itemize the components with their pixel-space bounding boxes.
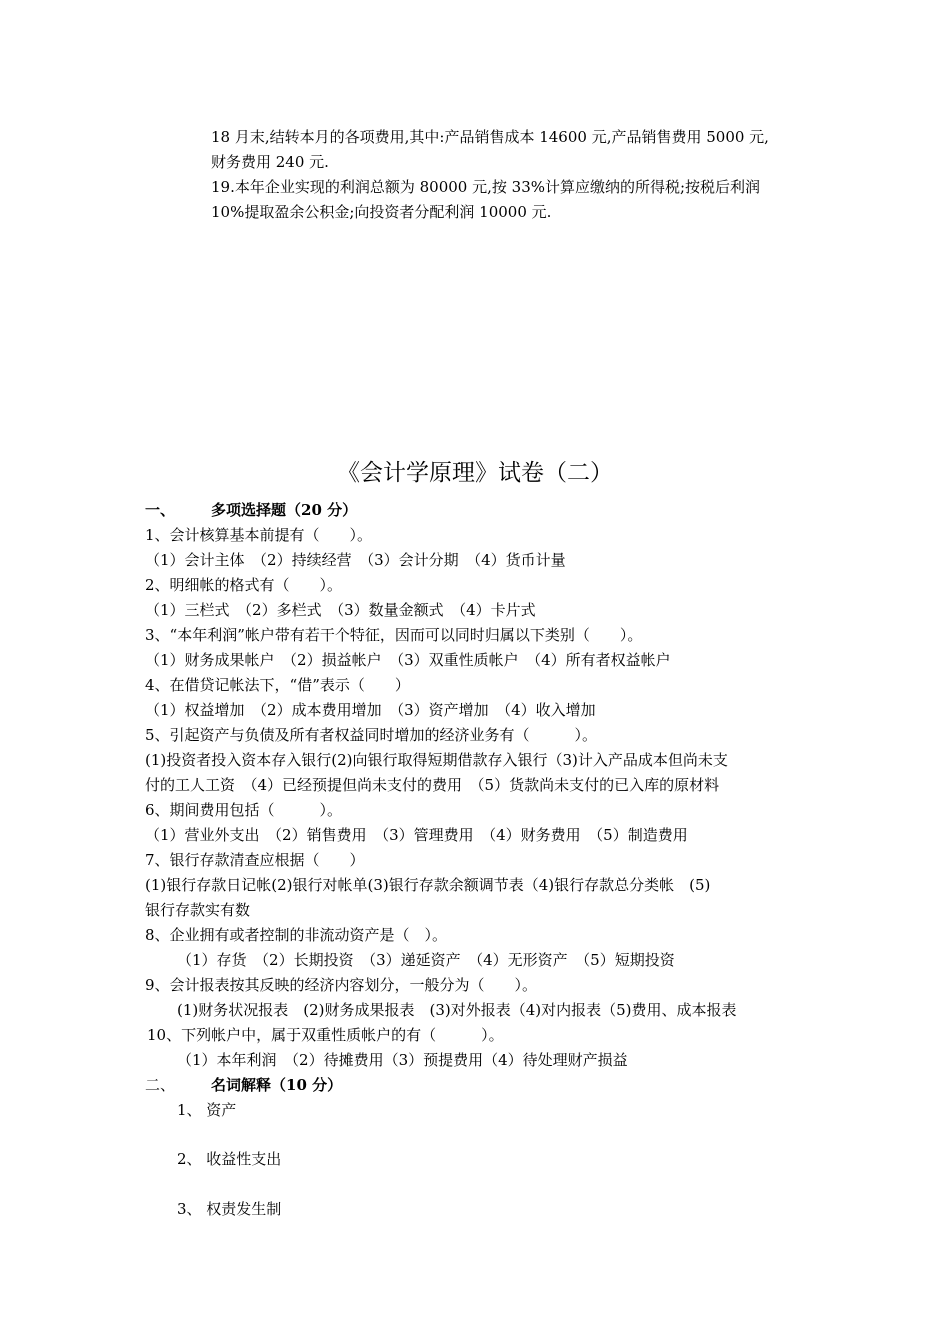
section-number: 二、: [145, 1076, 176, 1094]
question-line: 3、“本年利润”帐户带有若干个特征，因而可以同时归属以下类别（ ）。: [145, 626, 643, 644]
options-line: 付的工人工资 （4）已经预提但尚未支付的费用 （5）货款尚未支付的已入库的原材料: [145, 776, 720, 794]
text-line: 10%提取盈余公积金;向投资者分配利润 10000 元.: [211, 203, 552, 221]
question-line: 6、期间费用包括（ ）。: [145, 801, 343, 819]
options-line: （1）权益增加 （2）成本费用增加 （3）资产增加 （4）收入增加: [145, 701, 596, 719]
options-line: (1)银行存款日记帐(2)银行对帐单(3)银行存款余额调节表（4)银行存款总分类帐 (5): [145, 876, 711, 894]
options-line: （1）财务成果帐户 （2）损益帐户 （3）双重性质帐户 （4）所有者权益帐户: [145, 651, 671, 669]
term-item: 1、 资产: [177, 1101, 237, 1119]
question-line: 10、下列帐户中，属于双重性质帐户的有（ ）。: [147, 1026, 504, 1044]
options-line: (1)投资者投入资本存入银行(2)向银行取得短期借款存入银行（3)计入产品成本但尚未支: [145, 751, 728, 769]
options-line: 银行存款实有数: [145, 901, 251, 919]
text-line: 19.本年企业实现的利润总额为 80000 元,按 33%计算应缴纳的所得税;按税后利润: [211, 178, 761, 196]
text-line: 财务费用 240 元.: [211, 153, 329, 171]
question-line: 1、会计核算基本前提有（ ）。: [145, 526, 373, 544]
question-line: 8、企业拥有或者控制的非流动资产是（ ）。: [145, 926, 448, 944]
term-item: 3、 权责发生制: [177, 1200, 282, 1218]
options-line: （1）存货 （2）长期投资 （3）递延资产 （4）无形资产 （5）短期投资: [177, 951, 675, 969]
options-line: （1）营业外支出 （2）销售费用 （3）管理费用 （4）财务费用 （5）制造费用: [145, 826, 688, 844]
page-title: 《会计学原理》试卷（二）: [337, 460, 613, 486]
section-heading: 多项选择题（20 分）: [211, 501, 358, 519]
question-line: 7、银行存款清查应根据（ ）: [145, 851, 365, 869]
question-line: 5、引起资产与负债及所有者权益同时增加的经济业务有（ ）。: [145, 726, 598, 744]
text-line: 18 月末,结转本月的各项费用,其中:产品销售成本 14600 元,产品销售费用 5000 元,: [211, 128, 769, 146]
options-line: (1)财务状况报表 (2)财务成果报表 (3)对外报表（4)对内报表（5)费用、成本报表: [177, 1001, 737, 1019]
options-line: （1）本年利润 （2）待摊费用（3）预提费用（4）待处理财产损益: [177, 1051, 628, 1069]
question-line: 4、在借贷记帐法下，“借”表示（ ）: [145, 676, 410, 694]
options-line: （1）会计主体 （2）持续经营 （3）会计分期 （4）货币计量: [145, 551, 566, 569]
options-line: （1）三栏式 （2）多栏式 （3）数量金额式 （4）卡片式: [145, 601, 536, 619]
term-item: 2、 收益性支出: [177, 1150, 282, 1168]
section-heading: 名词解释（10 分）: [211, 1076, 343, 1094]
question-line: 9、会计报表按其反映的经济内容划分，一般分为（ ）。: [145, 976, 538, 994]
section-number: 一、: [145, 501, 176, 519]
question-line: 2、明细帐的格式有（ ）。: [145, 576, 343, 594]
